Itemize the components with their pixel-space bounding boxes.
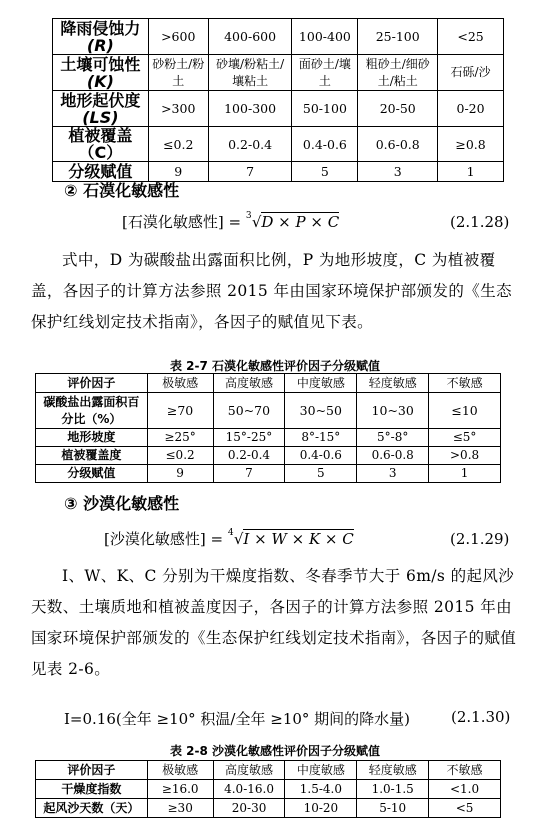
value-cell: 0.6-0.8 bbox=[357, 447, 429, 465]
value-cell: 0-20 bbox=[438, 91, 504, 127]
value-cell: <5 bbox=[429, 799, 501, 818]
value-cell: 5°-8° bbox=[357, 429, 429, 447]
formula-rocky-desertification: [石漠化敏感性] = 3 √D × P × C bbox=[122, 211, 340, 231]
table-row bbox=[53, 127, 504, 162]
header-cell: 高度敏感 bbox=[213, 374, 285, 393]
table-row bbox=[36, 780, 501, 799]
value-cell: 面砂土/壤土 bbox=[292, 55, 358, 91]
value-cell: 石砾/沙 bbox=[438, 55, 504, 91]
header-cell: 极敏感 bbox=[147, 761, 213, 780]
header-cell: 轻度敏感 bbox=[357, 374, 429, 393]
value-cell: 50-100 bbox=[292, 91, 358, 127]
value-cell: 0.2-0.4 bbox=[208, 127, 292, 162]
table-row bbox=[36, 465, 501, 483]
factor-cell: 地形坡度 bbox=[36, 429, 148, 447]
factor-cell: 分级赋值 bbox=[53, 162, 149, 182]
value-cell: 50~70 bbox=[213, 393, 285, 429]
header-cell: 中度敏感 bbox=[285, 374, 357, 393]
value-cell: ≥0.8 bbox=[438, 127, 504, 162]
value-cell: 3 bbox=[358, 162, 438, 182]
table-header-row bbox=[36, 761, 501, 780]
value-cell: ≤0.2 bbox=[148, 127, 208, 162]
value-cell: 1.0-1.5 bbox=[357, 780, 429, 799]
value-cell: 砂壤/粉粘土/壤粘土 bbox=[208, 55, 292, 91]
table-header-row bbox=[36, 374, 501, 393]
value-cell: 10~30 bbox=[357, 393, 429, 429]
value-cell: ≤10 bbox=[429, 393, 501, 429]
header-cell: 评价因子 bbox=[36, 761, 148, 780]
value-cell: >0.8 bbox=[429, 447, 501, 465]
table-row bbox=[36, 799, 501, 818]
factor-cell: 植被覆盖度 bbox=[36, 447, 148, 465]
factor-cell: 干燥度指数 bbox=[36, 780, 148, 799]
paragraph-rocky-desertification: 式中，D 为碳酸盐出露面积比例，P 为地形坡度，C 为植被覆盖，各因子的计算方法参照 2015 年由国家环境保护部颁发的《生态保护红线划定技术指南》，各因子的赋值见下表。 bbox=[31, 251, 513, 331]
value-cell: 0.6-0.8 bbox=[358, 127, 438, 162]
value-cell: 1 bbox=[429, 465, 501, 483]
value-cell: 9 bbox=[148, 162, 208, 182]
factor-cell: 降雨侵蚀力 (R) bbox=[53, 19, 149, 55]
value-cell: ≤0.2 bbox=[147, 447, 213, 465]
value-cell: 20-30 bbox=[213, 799, 285, 818]
value-cell: <25 bbox=[438, 19, 504, 55]
header-cell: 不敏感 bbox=[429, 374, 501, 393]
header-cell: 轻度敏感 bbox=[357, 761, 429, 780]
equation-number: (2.1.29) bbox=[450, 530, 510, 548]
value-cell: ≥30 bbox=[147, 799, 213, 818]
value-cell: 5-10 bbox=[357, 799, 429, 818]
factor-cell: 分级赋值 bbox=[36, 465, 148, 483]
header-cell: 中度敏感 bbox=[285, 761, 357, 780]
value-cell: 3 bbox=[357, 465, 429, 483]
value-cell: 砂粉土/粉土 bbox=[148, 55, 208, 91]
value-cell: 9 bbox=[147, 465, 213, 483]
soil-erosion-table bbox=[52, 18, 504, 182]
value-cell: 1.5-4.0 bbox=[285, 780, 357, 799]
table-caption: 表 2-7 石漠化敏感性评价因子分级赋值 bbox=[169, 359, 381, 373]
value-cell: 1 bbox=[438, 162, 504, 182]
header-cell: 评价因子 bbox=[36, 374, 148, 393]
header-cell: 高度敏感 bbox=[213, 761, 285, 780]
factor-cell: 植被覆盖（C） bbox=[53, 127, 149, 162]
value-cell: ≥25° bbox=[147, 429, 213, 447]
table-row bbox=[53, 55, 504, 91]
value-cell: 4.0-16.0 bbox=[213, 780, 285, 799]
table-row bbox=[53, 19, 504, 55]
value-cell: ≥70 bbox=[147, 393, 213, 429]
formula-desertification: [沙漠化敏感性] = 4 √I × W × K × C bbox=[104, 528, 354, 548]
section-heading-desertification: ③ 沙漠化敏感性 bbox=[64, 494, 180, 513]
table-caption: 表 2-8 沙漠化敏感性评价因子分级赋值 bbox=[169, 744, 381, 758]
value-cell: 7 bbox=[213, 465, 285, 483]
table-row bbox=[53, 91, 504, 127]
value-cell: 15°-25° bbox=[213, 429, 285, 447]
value-cell: 5 bbox=[285, 465, 357, 483]
value-cell: 10-20 bbox=[285, 799, 357, 818]
factor-cell: 碳酸盐出露面积百分比（%） bbox=[36, 393, 148, 429]
table-row bbox=[36, 393, 501, 429]
desertification-table bbox=[35, 760, 501, 818]
value-cell: 0.4-0.6 bbox=[292, 127, 358, 162]
value-cell: <1.0 bbox=[429, 780, 501, 799]
value-cell: 8°-15° bbox=[285, 429, 357, 447]
section-heading-rocky-desertification: ② 石漠化敏感性 bbox=[64, 181, 180, 200]
factor-cell: 起风沙天数（天） bbox=[36, 799, 148, 818]
value-cell: 100-400 bbox=[292, 19, 358, 55]
value-cell: 25-100 bbox=[358, 19, 438, 55]
table-row bbox=[36, 447, 501, 465]
value-cell: 30~50 bbox=[285, 393, 357, 429]
value-cell: 粗砂土/细砂土/粘土 bbox=[358, 55, 438, 91]
header-cell: 极敏感 bbox=[147, 374, 213, 393]
rocky-desertification-table bbox=[35, 373, 501, 483]
paragraph-desertification: I、W、K、C 分别为干燥度指数、冬春季节大于 6m/s 的起风沙天数、土壤质地和植被盖度因子，各因子的计算方法参照 2015 年由国家环境保护部颁发的《生态保护红线划定技术指南》，各因子的赋值见表 2-6。 bbox=[31, 567, 517, 678]
value-cell: ≥16.0 bbox=[147, 780, 213, 799]
equation-number: (2.1.28) bbox=[450, 213, 510, 231]
value-cell: 0.4-0.6 bbox=[285, 447, 357, 465]
value-cell: 0.2-0.4 bbox=[213, 447, 285, 465]
equation-number: (2.1.30) bbox=[451, 708, 511, 726]
value-cell: 20-50 bbox=[358, 91, 438, 127]
value-cell: >600 bbox=[148, 19, 208, 55]
formula-dryness-index: I=0.16(全年 ≥10° 积温/全年 ≥10° 期间的降水量) bbox=[64, 710, 411, 728]
value-cell: >300 bbox=[148, 91, 208, 127]
value-cell: 100-300 bbox=[208, 91, 292, 127]
table-row bbox=[36, 429, 501, 447]
value-cell: ≤5° bbox=[429, 429, 501, 447]
factor-cell: 地形起伏度 (LS) bbox=[53, 91, 149, 127]
value-cell: 400-600 bbox=[208, 19, 292, 55]
value-cell: 7 bbox=[208, 162, 292, 182]
header-cell: 不敏感 bbox=[429, 761, 501, 780]
factor-cell: 土壤可蚀性 (K) bbox=[53, 55, 149, 91]
value-cell: 5 bbox=[292, 162, 358, 182]
